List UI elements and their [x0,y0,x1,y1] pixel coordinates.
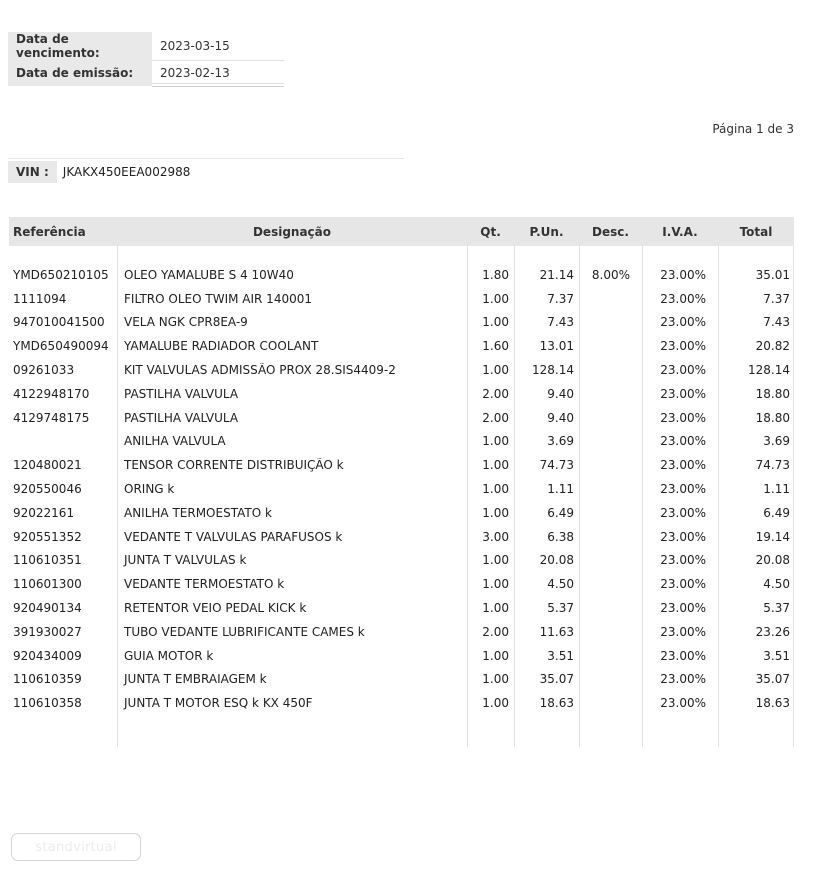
table-row [9,644,794,668]
cell-ref: 920490134 [13,601,82,616]
table-row [9,263,794,287]
cell-qty: 1.00 [482,696,509,711]
cell-total: 18.80 [755,386,790,401]
due-date-label: Data de vencimento: [8,32,152,60]
cell-designation: RETENTOR VEIO PEDAL KICK k [124,601,307,616]
cell-unit-price: 9.40 [547,386,574,401]
header-discount: Desc. [592,224,629,239]
table-row [9,358,794,382]
cell-vat: 23.00% [660,601,706,616]
cell-ref: YMD650210105 [13,267,109,282]
table-row [9,525,794,549]
cell-designation: ANILHA TERMOESTATO k [124,505,272,520]
cell-vat: 23.00% [660,267,706,282]
cell-vat: 23.00% [660,291,706,306]
header-qty: Qt. [480,224,501,239]
table-row [9,691,794,715]
cell-designation: PASTILHA VALVULA [124,386,239,401]
cell-vat: 23.00% [660,696,706,711]
table-row [9,668,794,692]
cell-unit-price: 9.40 [547,410,574,425]
cell-unit-price: 3.51 [547,648,574,663]
cell-total: 35.01 [755,267,790,282]
page-indicator: Página 1 de 3 [712,122,794,136]
cell-vat: 23.00% [660,648,706,663]
cell-qty: 1.00 [482,458,509,473]
cell-qty: 1.00 [482,553,509,568]
cell-total: 4.50 [763,577,790,592]
cell-unit-price: 128.14 [532,363,574,378]
cell-vat: 23.00% [660,505,706,520]
table-row [9,453,794,477]
cell-unit-price: 4.50 [547,577,574,592]
cell-total: 20.08 [755,553,790,568]
cell-designation: VELA NGK CPR8EA-9 [124,315,248,330]
cell-total: 18.63 [755,696,790,711]
cell-designation: TENSOR CORRENTE DISTRIBUIÇÃO k [124,458,344,473]
cell-designation: JUNTA T EMBRAIAGEM k [124,672,267,687]
cell-designation: KIT VALVULAS ADMISSÃO PROX 28.SIS4409-2 [124,363,396,378]
cell-unit-price: 7.37 [547,291,574,306]
cell-designation: TUBO VEDANTE LUBRIFICANTE CAMES k [124,624,365,639]
cell-total: 74.73 [755,458,790,473]
cell-qty: 3.00 [482,529,509,544]
cell-ref: 4129748175 [13,410,90,425]
cell-ref: 920434009 [13,648,82,663]
cell-total: 1.11 [763,482,790,497]
cell-total: 5.37 [763,601,790,616]
issue-date-label: Data de emissão: [8,60,152,86]
cell-unit-price: 21.14 [539,267,574,282]
cell-vat: 23.00% [660,386,706,401]
cell-unit-price: 7.43 [547,315,574,330]
column-divider [718,246,719,747]
cell-qty: 1.00 [482,482,509,497]
cell-ref: 92022161 [13,505,75,520]
issue-date-value: 2023-02-13 [152,60,284,86]
cell-vat: 23.00% [660,339,706,354]
cell-vat: 23.00% [660,529,706,544]
cell-total: 7.37 [763,291,790,306]
cell-qty: 1.00 [482,315,509,330]
column-divider [514,246,515,747]
cell-total: 19.14 [755,529,790,544]
header-vat: I.V.A. [662,224,698,239]
table-row [9,334,794,358]
cell-vat: 23.00% [660,315,706,330]
column-divider [642,246,643,747]
cell-unit-price: 5.37 [547,601,574,616]
cell-unit-price: 3.69 [547,434,574,449]
header-ref: Referência [13,224,86,239]
cell-ref: 110601300 [13,577,82,592]
cell-total: 23.26 [755,624,790,639]
cell-designation: OLEO YAMALUBE S 4 10W40 [124,267,294,282]
cell-designation: PASTILHA VALVULA [124,410,239,425]
cell-qty: 2.00 [482,410,509,425]
table-body [9,263,794,715]
table-row [9,596,794,620]
cell-designation: YAMALUBE RADIADOR COOLANT [124,339,319,354]
header-designation: Designação [252,224,332,239]
cell-unit-price: 18.63 [539,696,574,711]
header-total: Total [739,224,773,239]
cell-vat: 23.00% [660,410,706,425]
column-divider [117,246,118,747]
due-date-value: 2023-03-15 [152,32,284,60]
cell-vat: 23.00% [660,363,706,378]
cell-designation: ORING k [124,482,175,497]
vin-field [8,160,190,184]
cell-unit-price: 6.49 [547,505,574,520]
cell-unit-price: 11.63 [539,624,574,639]
cell-designation: JUNTA T MOTOR ESQ k KX 450F [124,696,313,711]
standvirtual-watermark: standvirtual [11,833,141,861]
cell-ref: 4122948170 [13,386,90,401]
cell-vat: 23.00% [660,434,706,449]
cell-unit-price: 6.38 [547,529,574,544]
table-row [9,311,794,335]
cell-ref: 120480021 [13,458,82,473]
table-row [9,572,794,596]
cell-qty: 1.00 [482,648,509,663]
cell-total: 7.43 [763,315,790,330]
table-row [9,430,794,454]
vin-value: JKAKX450EEA002988 [62,165,191,179]
table-footer-space [9,715,794,747]
cell-qty: 1.00 [482,505,509,520]
cell-total: 128.14 [748,363,790,378]
cell-ref: 920551352 [13,529,82,544]
cell-discount: 8.00% [591,267,630,282]
column-divider [579,246,580,747]
cell-vat: 23.00% [660,577,706,592]
cell-total: 35.07 [755,672,790,687]
cell-ref: 920550046 [13,482,82,497]
cell-ref: 391930027 [13,624,82,639]
table-spacer [9,246,794,263]
cell-total: 18.80 [755,410,790,425]
cell-ref: YMD650490094 [13,339,109,354]
cell-qty: 1.00 [482,434,509,449]
table-row [9,382,794,406]
dates-table [8,32,284,87]
cell-ref: 110610351 [13,553,82,568]
cell-designation: GUIA MOTOR k [124,648,214,663]
table-row [9,549,794,573]
cell-total: 3.69 [763,434,790,449]
cell-qty: 1.00 [482,363,509,378]
cell-ref: 110610358 [13,696,82,711]
cell-unit-price: 20.08 [539,553,574,568]
cell-vat: 23.00% [660,672,706,687]
cell-ref: 1111094 [13,291,67,306]
table-row [9,287,794,311]
cell-ref: 110610359 [13,672,82,687]
table-row [9,477,794,501]
cell-total: 6.49 [763,505,790,520]
cell-qty: 1.00 [482,601,509,616]
cell-designation: JUNTA T VALVULAS k [124,553,247,568]
cell-qty: 1.00 [482,577,509,592]
cell-unit-price: 1.11 [547,482,574,497]
dates-divider [152,83,284,84]
header-unit-price: P.Un. [529,224,564,239]
cell-designation: VEDANTE T VALVULAS PARAFUSOS k [124,529,343,544]
cell-unit-price: 13.01 [539,339,574,354]
vin-label: VIN : [8,161,57,183]
column-divider [467,246,468,747]
column-divider [793,246,794,747]
cell-qty: 2.00 [482,624,509,639]
cell-vat: 23.00% [660,458,706,473]
table-row [9,501,794,525]
cell-designation: FILTRO OLEO TWIM AIR 140001 [124,291,312,306]
cell-vat: 23.00% [660,482,706,497]
vin-divider [8,158,404,159]
cell-qty: 1.00 [482,672,509,687]
due-date-row [8,32,284,60]
cell-designation: ANILHA VALVULA [124,434,226,449]
cell-total: 3.51 [763,648,790,663]
cell-qty: 2.00 [482,386,509,401]
cell-vat: 23.00% [660,553,706,568]
cell-qty: 1.60 [482,339,509,354]
table-header [9,217,794,246]
cell-qty: 1.80 [482,267,509,282]
cell-ref: 947010041500 [13,315,105,330]
cell-vat: 23.00% [660,624,706,639]
cell-unit-price: 74.73 [539,458,574,473]
items-table [9,217,794,747]
cell-designation: VEDANTE TERMOESTATO k [124,577,285,592]
cell-ref: 09261033 [13,363,75,378]
table-row [9,406,794,430]
cell-total: 20.82 [755,339,790,354]
cell-unit-price: 35.07 [539,672,574,687]
cell-qty: 1.00 [482,291,509,306]
table-row [9,620,794,644]
